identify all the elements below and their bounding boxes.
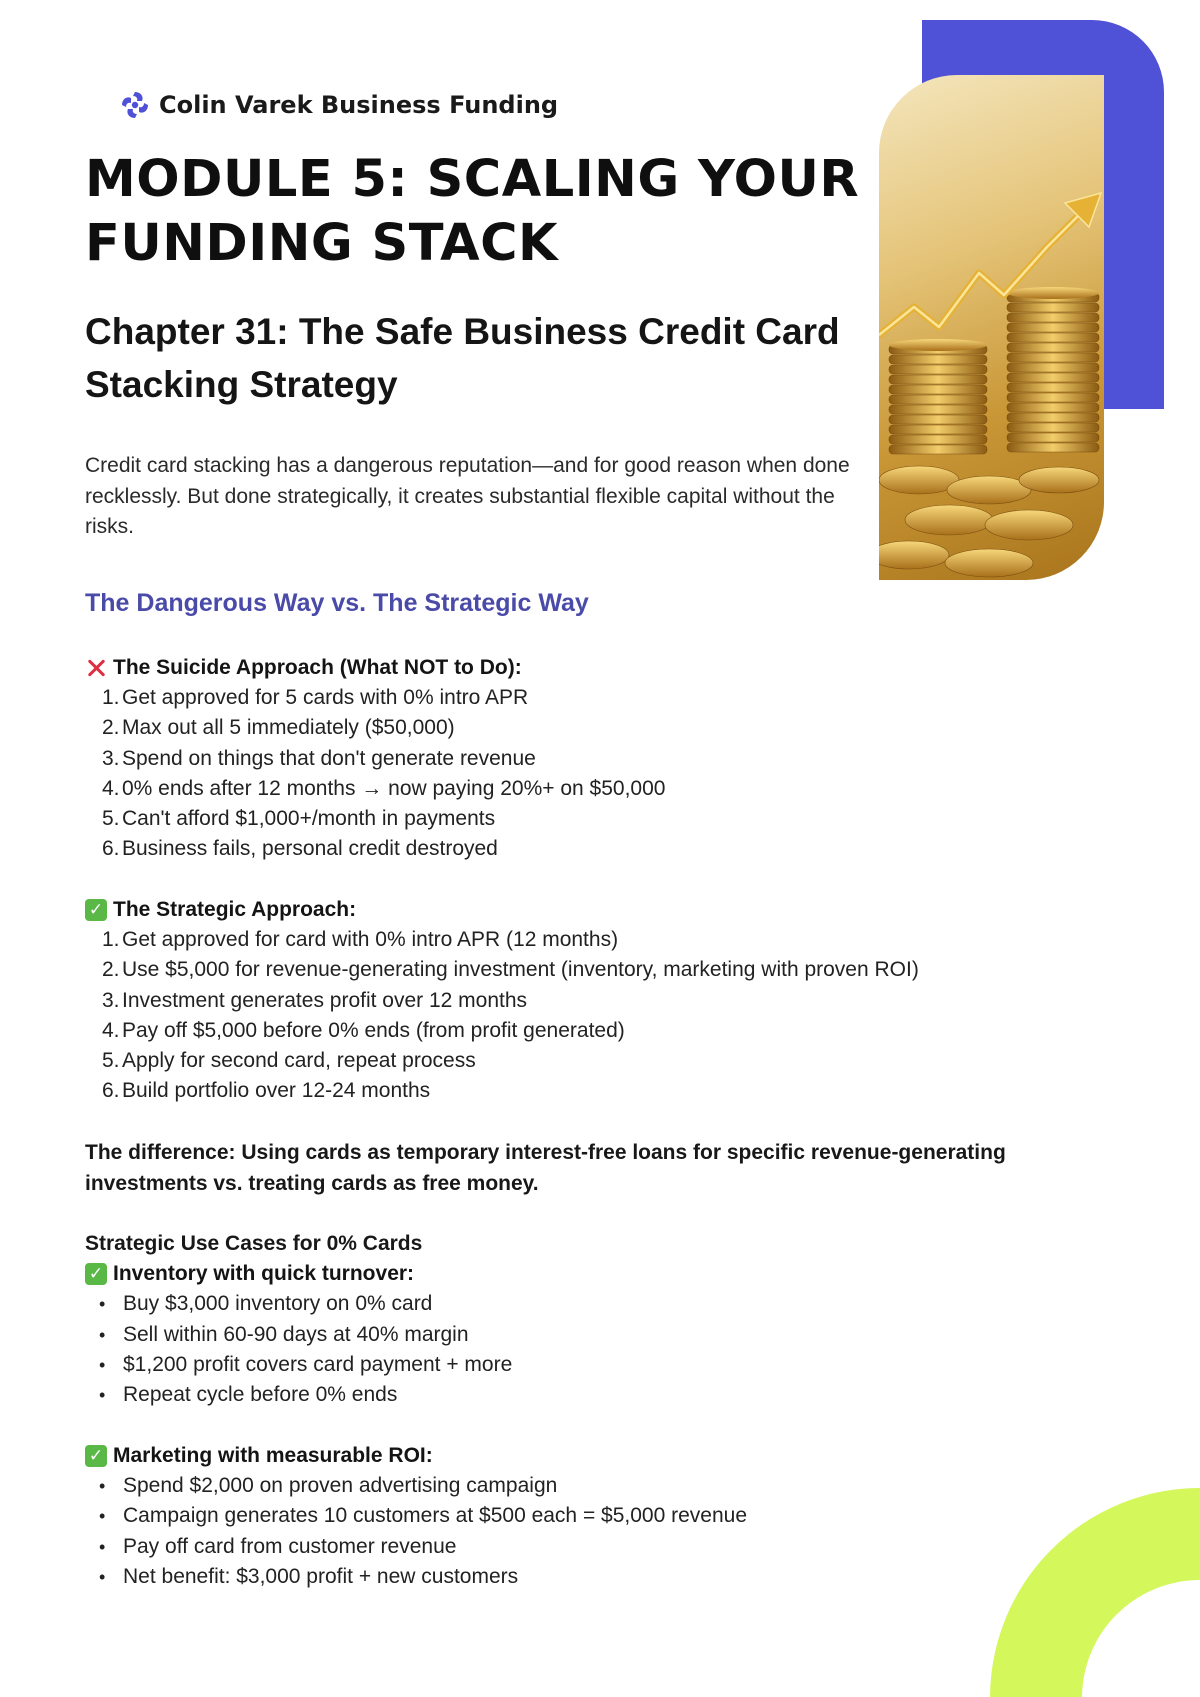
list-item: 2. Use $5,000 for revenue-generating investment (inventory, marketing with proven ROI) [102, 958, 919, 982]
strategic-approach-steps [85, 925, 1085, 1106]
swirl-logo-icon [120, 90, 150, 120]
suicide-approach-title: The Suicide Approach (What NOT to Do): [113, 656, 522, 679]
strategic-approach-block [85, 895, 1085, 1106]
marketing-title: Marketing with measurable ROI: [113, 1444, 433, 1467]
use-cases-block [85, 1229, 1085, 1410]
list-item: • Campaign generates 10 customers at $500 each = $5,000 revenue [99, 1504, 748, 1528]
green-check-icon: ✓ [85, 1263, 107, 1285]
list-item: • $1,200 profit covers card payment + more [99, 1352, 513, 1376]
suicide-approach-block [85, 653, 1085, 864]
list-item: 4. 0% ends after 12 months → now paying 20%+ on $50,000 [102, 776, 666, 800]
gold-coins-growth-image [879, 75, 1104, 580]
green-check-icon: ✓ [85, 1445, 107, 1467]
list-item: 5. Can't afford $1,000+/month in payments [102, 807, 496, 831]
list-item: • Repeat cycle before 0% ends [99, 1383, 398, 1407]
marketing-block [85, 1441, 1085, 1592]
green-check-icon: ✓ [85, 899, 107, 921]
inventory-title: Inventory with quick turnover: [113, 1262, 415, 1286]
list-item: 5. Apply for second card, repeat process [102, 1049, 476, 1073]
list-item: 3. Investment generates profit over 12 months [102, 988, 528, 1012]
module-title: MODULE 5: SCALING YOUR FUNDING STACK [85, 150, 860, 273]
list-item: • Pay off card from customer revenue [99, 1534, 457, 1558]
list-item: 3. Spend on things that don't generate revenue [102, 746, 536, 770]
strategic-approach-title: The Strategic Approach: [113, 898, 357, 921]
difference-statement: The difference: Using cards as temporary interest-free loans for specific revenue-generating investments vs. treating cards as free money. [85, 1141, 1006, 1195]
red-x-icon [85, 657, 107, 679]
brand-name: Colin Varek Business Funding [159, 91, 559, 119]
list-item: • Sell within 60-90 days at 40% margin [99, 1322, 469, 1346]
chapter-title: Chapter 31: The Safe Business Credit Card Stacking Strategy [85, 311, 840, 405]
brand-header [120, 90, 558, 120]
marketing-list [85, 1471, 1085, 1592]
list-item: 4. Pay off $5,000 before 0% ends (from profit generated) [102, 1018, 625, 1042]
intro-paragraph: Credit card stacking has a dangerous reputation—and for good reason when done recklessly. But done strategically, it creates substantial flexible capital without the risks. [85, 454, 850, 538]
list-item: • Buy $3,000 inventory on 0% card [99, 1292, 433, 1316]
list-item: 6. Business fails, personal credit destroyed [102, 837, 498, 861]
list-item: • Spend $2,000 on proven advertising campaign [99, 1474, 558, 1498]
inventory-list [85, 1289, 1085, 1410]
suicide-approach-steps [85, 683, 1085, 864]
section-heading: The Dangerous Way vs. The Strategic Way [85, 589, 589, 617]
list-item: 1. Get approved for card with 0% intro APR (12 months) [102, 928, 619, 952]
list-item: 1. Get approved for 5 cards with 0% intro APR [102, 686, 529, 710]
use-cases-heading: Strategic Use Cases for 0% Cards [85, 1232, 423, 1255]
list-item: 6. Build portfolio over 12-24 months [102, 1079, 431, 1103]
list-item: 2. Max out all 5 immediately ($50,000) [102, 716, 455, 740]
list-item: • Net benefit: $3,000 profit + new customers [99, 1564, 519, 1588]
